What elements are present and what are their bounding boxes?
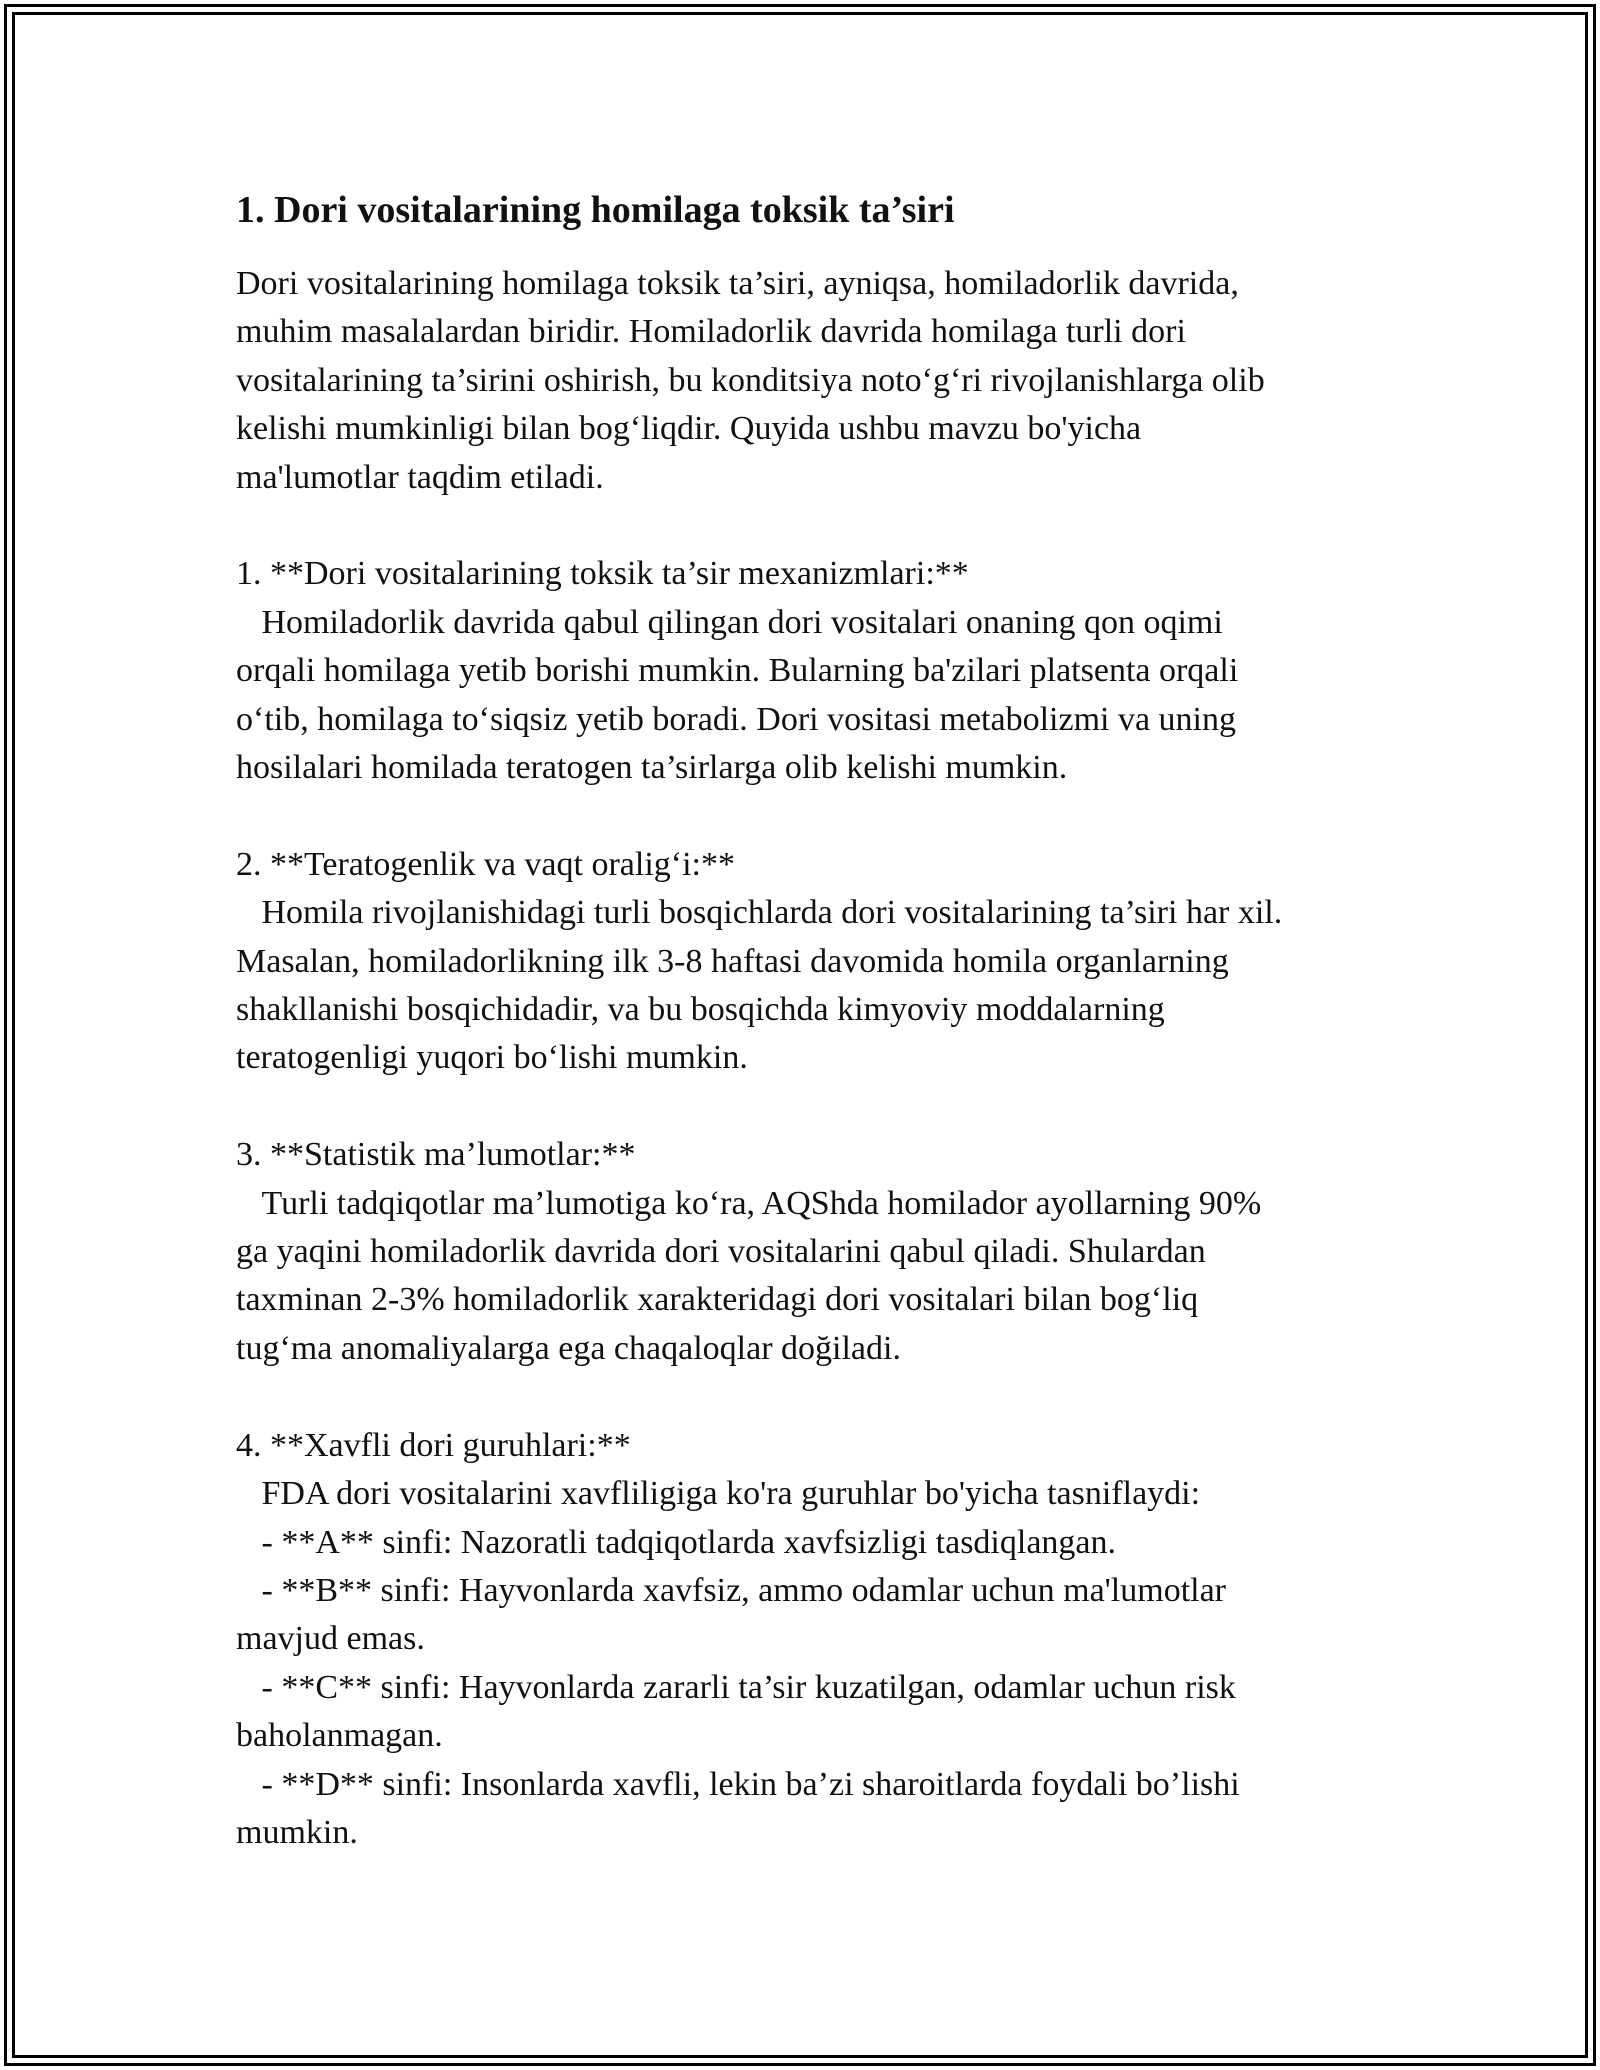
section-body-3: Turli tadqiqotlar ma’lumotiga ko‘ra, AQShda homilador ayollarning 90% ga yaqini homiladorlik davrida dori vositalarini qabul qiladi. Shulardan taxminan 2-3% homiladorlik xarakteridagi dori vositalari bilan bog‘liq tug‘ma anomaliyalarga ega chaqaloqlar doğiladi. xyxy=(236,1184,1262,1367)
document-body xyxy=(236,186,1396,1857)
spacer xyxy=(236,1373,1396,1421)
page-title: 1. Dori vositalarining homilaga toksik ta’siri xyxy=(236,189,955,231)
section-heading-2: 2. **Teratogenlik va vaqt oralig‘i:** xyxy=(236,845,735,883)
section-heading-1: 1. **Dori vositalarining toksik ta’sir mexanizmlari:** xyxy=(236,555,969,593)
section-heading-3: 3. **Statistik ma’lumotlar:** xyxy=(236,1136,636,1174)
spacer xyxy=(236,1083,1396,1131)
section-body-1: Homiladorlik davrida qabul qilingan dori vositalari onaning qon oqimi orqali homilaga yetib borishi mumkin. Bularning ba'zilari platsenta orqali o‘tib, homilaga to‘siqsiz yetib boradi. Dori vositasi metabolizmi va uning hosilalari homilada teratogen ta’sirlarga olib kelishi mumkin. xyxy=(236,603,1239,787)
intro-paragraph: Dori vositalarining homilaga toksik ta’siri, ayniqsa, homiladorlik davrida, muhim masalalardan biridir. Homiladorlik davrida homilaga turli dori vositalarining ta’sirini oshirish, bu konditsiya noto‘g‘ri rivojlanishlarga olib kelishi mumkinligi bilan bog‘liqdir. Quyida ushbu mavzu bo'yicha ma'lumotlar taqdim etiladi. xyxy=(236,265,1265,496)
spacer xyxy=(236,502,1396,550)
section-body-2: Homila rivojlanishidagi turli bosqichlarda dori vositalarining ta’siri har xil. Masalan, homiladorlikning ilk 3-8 haftasi davomida homila organlarning shakllanishi bosqichidadir, va bu bosqichda kimyoviy moddalarning teratogenligi yuqori bo‘lishi mumkin. xyxy=(236,894,1283,1077)
section-body-4: FDA dori vositalarini xavfliligiga ko'ra guruhlar bo'yicha tasniflaydi: - **A** sinfi: Nazoratli tadqiqotlarda xavfsizligi tasdiqlangan. - **B** sinfi: Hayvonlarda xavfsiz, ammo odamlar uchun ma'lumotlar mavjud emas. - **C** sinfi: Hayvonlarda zararli ta’sir kuzatilgan, odamlar uchun risk baholanmagan. - **D** sinfi: Insonlarda xavfli, lekin ba’zi sharoitlarda foydali bo’lishi mumkin. xyxy=(236,1475,1240,1851)
spacer xyxy=(236,792,1396,840)
section-heading-4: 4. **Xavfli dori guruhlari:** xyxy=(236,1426,631,1464)
